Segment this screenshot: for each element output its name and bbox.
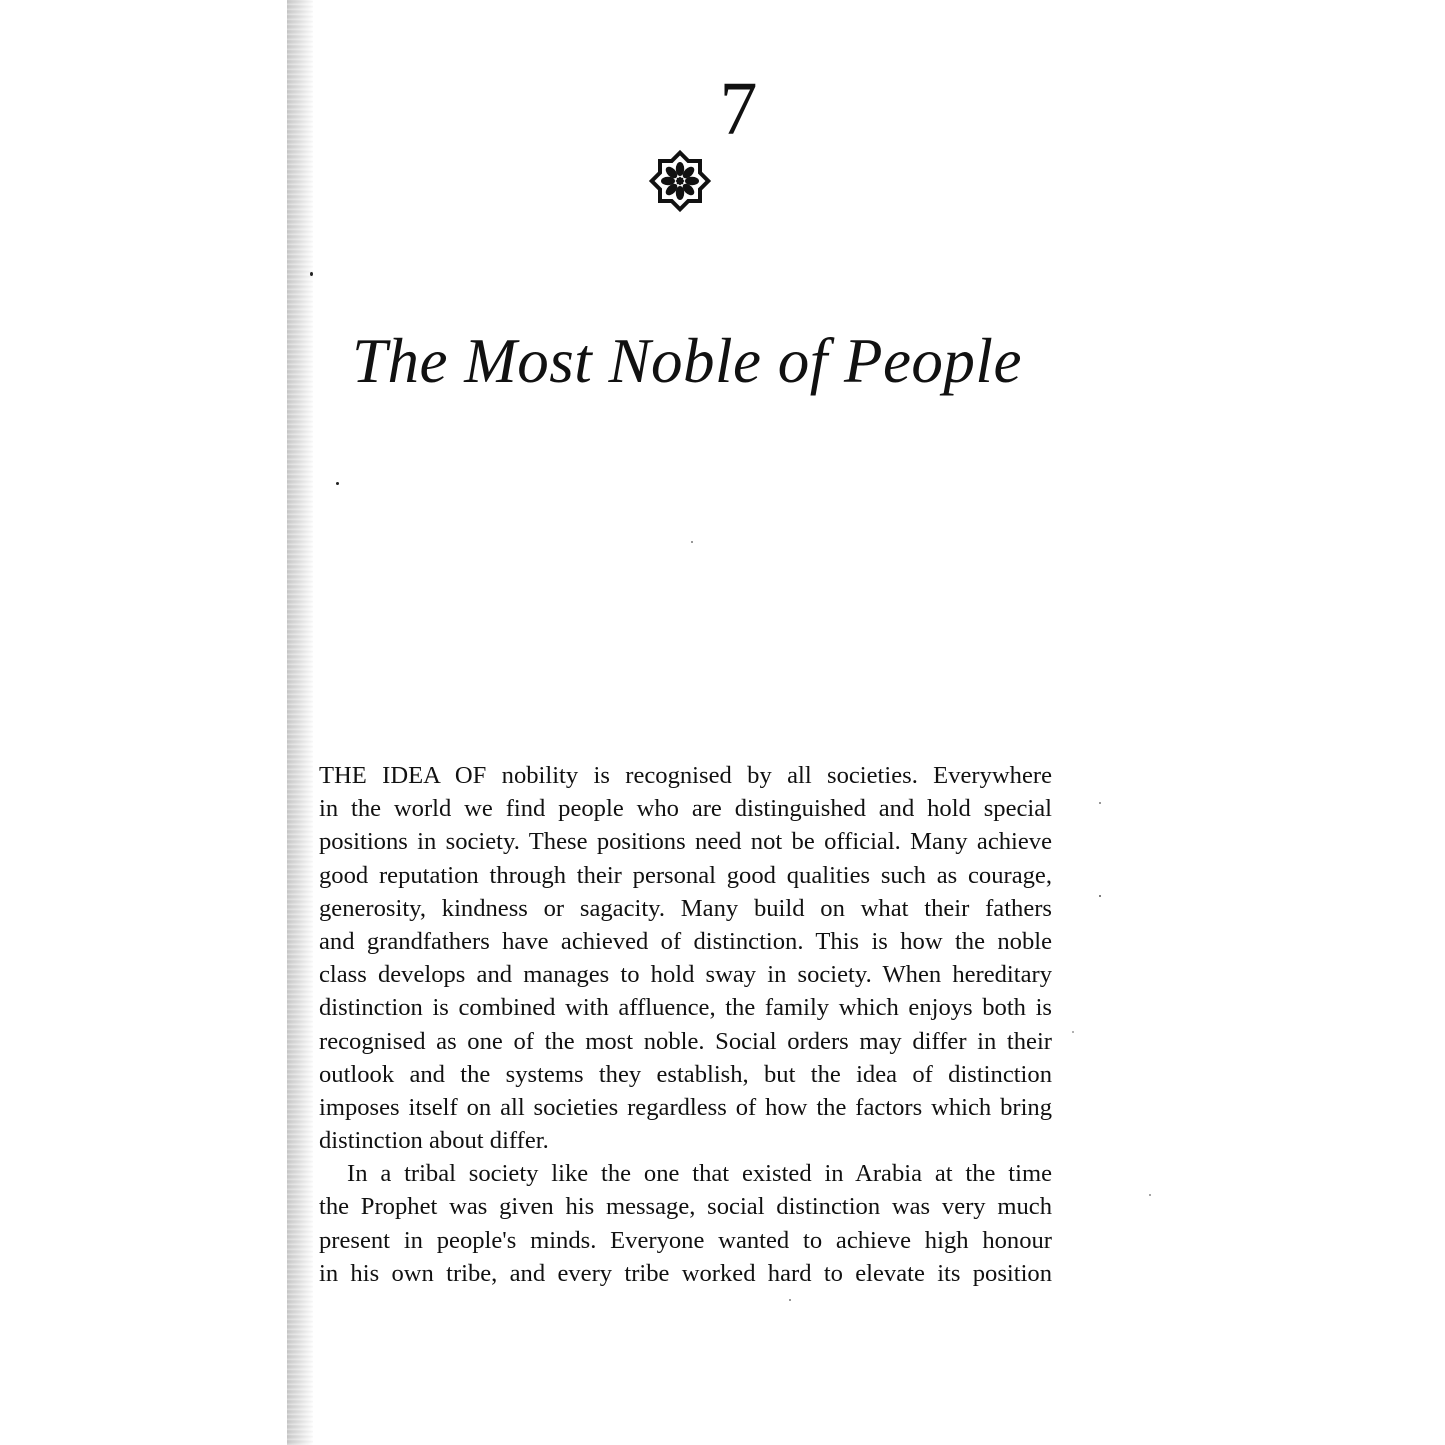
scan-speck bbox=[1099, 802, 1101, 804]
text-line: recognised as one of the most noble. Social orders may differ in their bbox=[319, 1027, 1052, 1055]
page-spine-shadow bbox=[287, 0, 313, 1445]
body-text bbox=[319, 759, 1052, 1290]
text-line: class develops and manages to hold sway in society. When hereditary bbox=[319, 961, 1052, 989]
scan-speck bbox=[1099, 895, 1101, 897]
text-line: distinction about differ. bbox=[319, 1127, 549, 1155]
scan-speck bbox=[789, 1299, 791, 1301]
text-line: THE IDEA OF nobility is recognised by all societies. Everywhere bbox=[319, 762, 1052, 789]
paragraph bbox=[319, 759, 1052, 1157]
text-line: and grandfathers have achieved of distinction. This is how the noble bbox=[319, 927, 1052, 955]
chapter-number: 7 bbox=[719, 67, 758, 151]
text-line: imposes itself on all societies regardless of how the factors which bring bbox=[319, 1093, 1052, 1121]
text-line: in the world we find people who are distinguished and hold special bbox=[319, 795, 1052, 823]
text-line: In a tribal society like the one that existed in Arabia at the time bbox=[347, 1160, 1052, 1188]
eight-point-star-ornament-icon bbox=[648, 149, 712, 213]
text-line: distinction is combined with affluence, the family which enjoys both is bbox=[319, 994, 1052, 1022]
text-line: present in people's minds. Everyone wanted to achieve high honour bbox=[319, 1226, 1052, 1254]
chapter-title: The Most Noble of People bbox=[352, 326, 1022, 396]
text-line: good reputation through their personal good qualities such as courage, bbox=[319, 861, 1052, 889]
scan-speck bbox=[310, 272, 313, 276]
text-line: in his own tribe, and every tribe worked hard to elevate its position bbox=[319, 1259, 1052, 1287]
paragraph bbox=[319, 1157, 1052, 1290]
scan-speck bbox=[1072, 1031, 1074, 1033]
text-line: generosity, kindness or sagacity. Many build on what their fathers bbox=[319, 894, 1052, 922]
scan-speck bbox=[1149, 1194, 1151, 1196]
scan-speck bbox=[336, 482, 339, 485]
text-line: positions in society. These positions need not be official. Many achieve bbox=[319, 828, 1052, 856]
text-line: outlook and the systems they establish, but the idea of distinction bbox=[319, 1060, 1052, 1088]
scan-speck bbox=[691, 541, 693, 543]
text-line: the Prophet was given his message, social distinction was very much bbox=[319, 1193, 1052, 1221]
